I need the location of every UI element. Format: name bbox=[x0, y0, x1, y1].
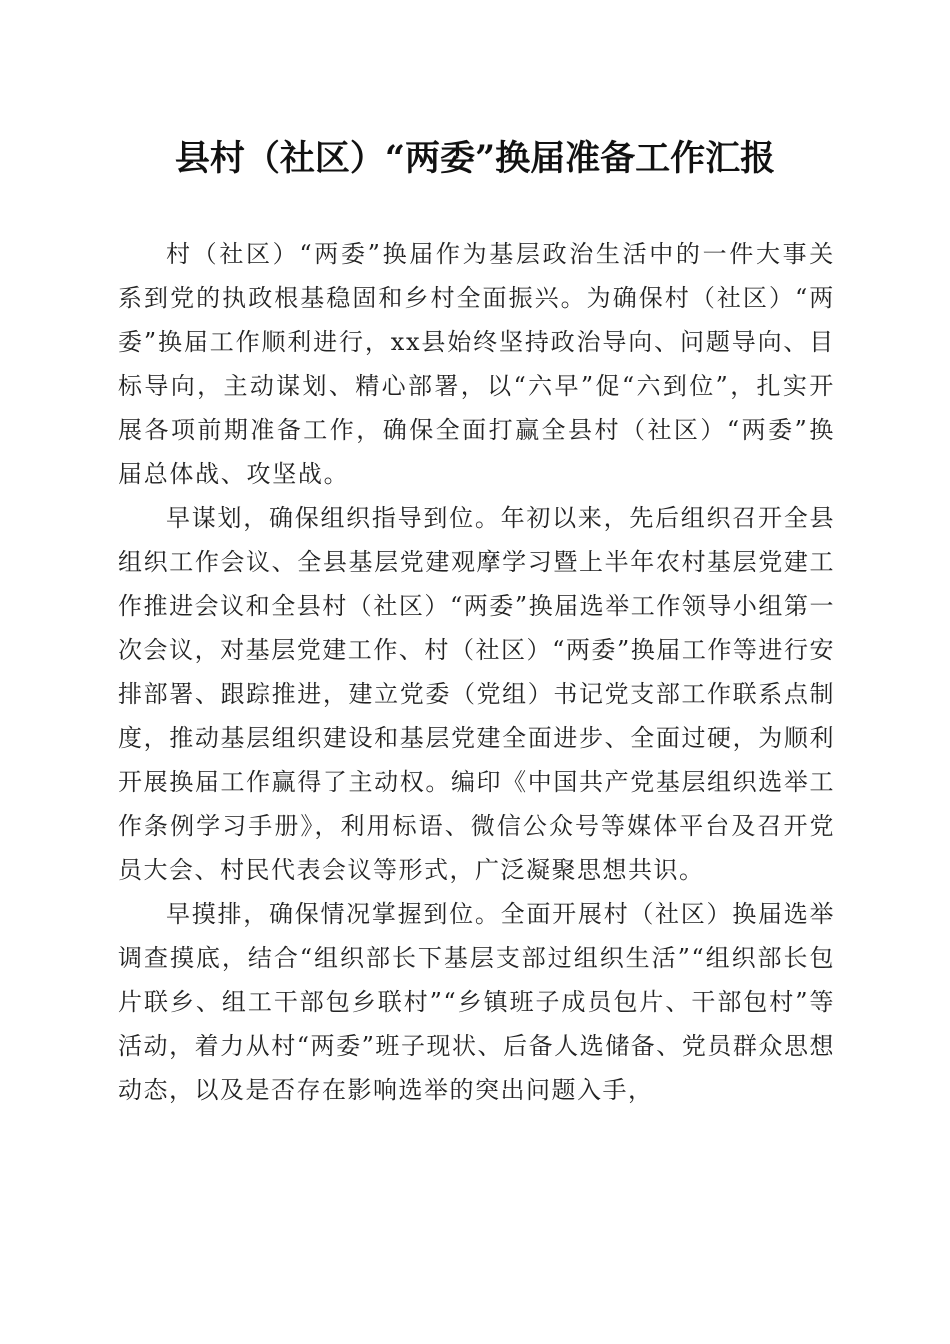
document-title: 县村（社区）“两委”换届准备工作汇报 bbox=[174, 138, 776, 179]
paragraph-early-planning: 早谋划，确保组织指导到位。年初以来，先后组织召开全县组织工作会议、全县基层党建观摩学习暨上半年农村基层党建工作推进会议和全县村（社区）“两委”换届选举工作领导小组第一次会议，对基层党建工作、村（社区）“两委”换届工作等进行安排部署、跟踪推进，建立党委（党组）书记党支部工作联系点制度，推动基层组织建设和基层党建全面进步、全面过硬，为顺利开展换届工作赢得了主动权。编印《中国共产党基层组织选举工作条例学习手册》，利用标语、微信公众号等媒体平台及召开党员大会、村民代表会议等形式，广泛凝聚思想共识。 bbox=[118, 504, 835, 884]
paragraph-early-survey: 早摸排，确保情况掌握到位。全面开展村（社区）换届选举调查摸底，结合“组织部长下基层支部过组织生活”“组织部长包片联乡、组工干部包乡联村”“乡镇班子成员包片、干部包村”等活动，着力从村“两委”班子现状、后备人选储备、党员群众思想动态，以及是否存在影响选举的突出问题入手， bbox=[118, 900, 835, 1104]
paragraph-intro: 村（社区）“两委”换届作为基层政治生活中的一件大事关系到党的执政根基稳固和乡村全面振兴。为确保村（社区）“两委”换届工作顺利进行，xx县始终坚持政治导向、问题导向、目标导向，主动谋划、精心部署，以“六早”促“六到位”，扎实开展各项前期准备工作，确保全面打赢全县村（社区）“两委”换届总体战、攻坚战。 bbox=[118, 240, 835, 488]
document-body bbox=[118, 232, 835, 1112]
